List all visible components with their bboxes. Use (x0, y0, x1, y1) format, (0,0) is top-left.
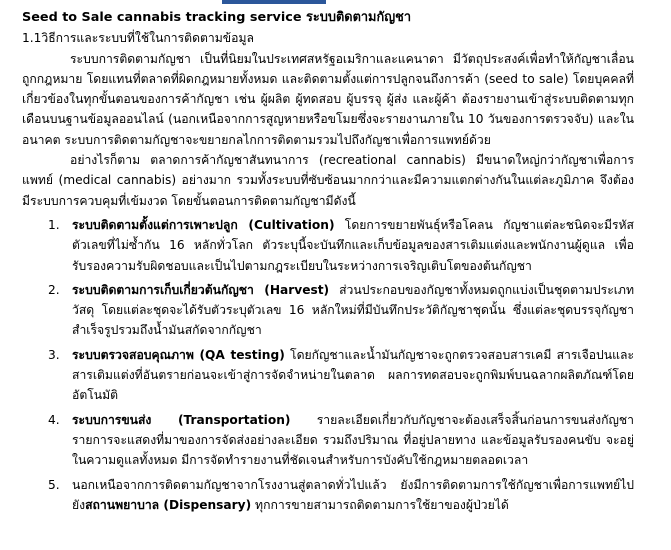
list-item-qa-testing (22, 345, 634, 406)
list-item-pre: นอกเหนือจากการติดตามกัญชาจากโรงงานสู่ตลาดทั่วไปแล้ว ยังมีการติดตามการใช้กัญชาเพื่อการแพทย์ไปยัง (72, 477, 634, 512)
list-item-dispensary (22, 475, 634, 516)
list-item-heading: ระบบการขนส่ง (Transportation) (72, 412, 291, 427)
list-item-heading: ระบบติดตามการเก็บเกี่ยวต้นกัญชา (Harvest) (72, 282, 330, 297)
list-item-number: 5. (48, 477, 60, 492)
list-item-number: 3. (48, 347, 60, 362)
tracking-steps-list (22, 215, 634, 515)
paragraph-intro: ระบบการติดตามกัญชา เป็นที่นิยมในประเทศสหรัฐอเมริกาและแคนาดา มีวัตถุประสงค์เพื่อทำให้กัญชาเลื่อนถูกกฎหมาย โดยแทนที่ตลาดที่ผิดกฎหมายทั้งหมด และติดตามตั้งแต่การปลูกจนถึงการค้า (seed to sale) โดยบุคคลที่เกี่ยวข้องในทุกขั้นตอนของการค้ากัญชา เช่น ผู้ผลิต ผู้ทดสอบ ผู้บรรจุ ผู้ส่ง และผู้ค้า ต้องรายงานเข้าสู่ระบบติดตามทุกเดือนบนฐานข้อมูลออนไลน์ (นอกเหนือจากการสูญหายหรือขโมยซึ่งจะรายงานภายใน 10 วันของการตรวจจับ) และในอนาคต ระบบการติดตามกัญชาจะขยายกลไกการติดตามรวมไปถึงกัญชาเพื่อการแพทย์ด้วย (22, 51, 634, 147)
list-item-number: 2. (48, 282, 60, 297)
list-item-body: โดยกัญชาและน้ำมันกัญชาจะถูกตรวจสอบสารเคมี สารเจือปนและสารเติมแต่งที่อันตรายก่อนจะเข้าสู่การจัดจำหน่ายในตลาด ผลการทดสอบจะถูกพิมพ์บนฉลากผลิตภัณฑ์โดยอัตโนมัติ (72, 347, 634, 403)
list-item-heading: ระบบติดตามตั้งแต่การเพาะปลูก (Cultivation) (72, 217, 335, 232)
list-item-heading: ระบบตรวจสอบคุณภาพ (QA testing) (72, 347, 285, 362)
list-item-heading: สถานพยาบาล (Dispensary) (85, 497, 252, 512)
window-top-bar-fragment (222, 0, 326, 4)
list-item-cultivation (22, 215, 634, 276)
document-title: Seed to Sale cannabis tracking service ระบบติดตามกัญชา (22, 10, 412, 25)
list-item-body: ทุกการขายสามารถติดตามการใช้ยาของผู้ป่วยได้ (251, 497, 509, 512)
list-item-number: 4. (48, 412, 60, 427)
document-body (22, 8, 634, 515)
section-subheading: 1.1วิธีการและระบบที่ใช้ในการติดตามข้อมูล (22, 31, 254, 46)
paragraph-market: อย่างไรก็ตาม ตลาดการค้ากัญชาสันทนาการ (recreational cannabis) มีขนาดใหญ่กว่ากัญชาเพื่อการแพทย์ (medical cannabis) อย่างมาก รวมทั้งระบบที่ซับซ้อนมากกว่าและมีความแตกต่างกันในแต่ละภูมิภาค จึงต้องมีระบบการควบคุมที่เข้มงวด โดยขั้นตอนการติดตามกัญชามีดังนี้ (22, 153, 634, 208)
list-item-body: โดยการขยายพันธุ์หรือโคลน กัญชาแต่ละชนิดจะมีรหัสตัวเลขที่ไม่ซ้ำกัน 16 หลักทั่วโลก ตัวระบุนี้จะบันทึกและเก็บข้อมูลของสารเติมแต่งและพนักงานผู้ดูแล เพื่อรับรองความรับผิดชอบและเป็นไปตามกฎระเบียบในระหว่างการเจริญเติบโตของต้นกัญชา (72, 217, 634, 273)
list-item-transportation (22, 410, 634, 471)
list-item-number: 1. (48, 217, 60, 232)
list-item-body: ส่วนประกอบของกัญชาทั้งหมดถูกแบ่งเป็นชุดตามประเภทวัสดุ โดยแต่ละชุดจะได้รับตัวระบุตัวเลข 16 หลักใหม่ที่มีบันทึกประวัติกัญชาชุดนั้น ซึ่งแต่ละชุดบรรจุกัญชาสำเร็จรูปรวมถึงน้ำมันสกัดจากกัญชา (72, 282, 634, 338)
list-item-body: รายละเอียดเกี่ยวกับกัญชาจะต้องเสร็จสิ้นก่อนการขนส่งกัญชา รายการจะแสดงที่มาของการจัดส่งอย่างละเอียด รวมถึงปริมาณ ที่อยู่ปลายทาง และข้อมูลรับรองคนขับ จะอยู่ในความดูแลทั้งหมด มีการจัดทำรายงานที่ชัดเจนสำหรับการบังคับใช้กฎหมายตลอดเวลา (72, 412, 634, 468)
list-item-harvest (22, 280, 634, 341)
